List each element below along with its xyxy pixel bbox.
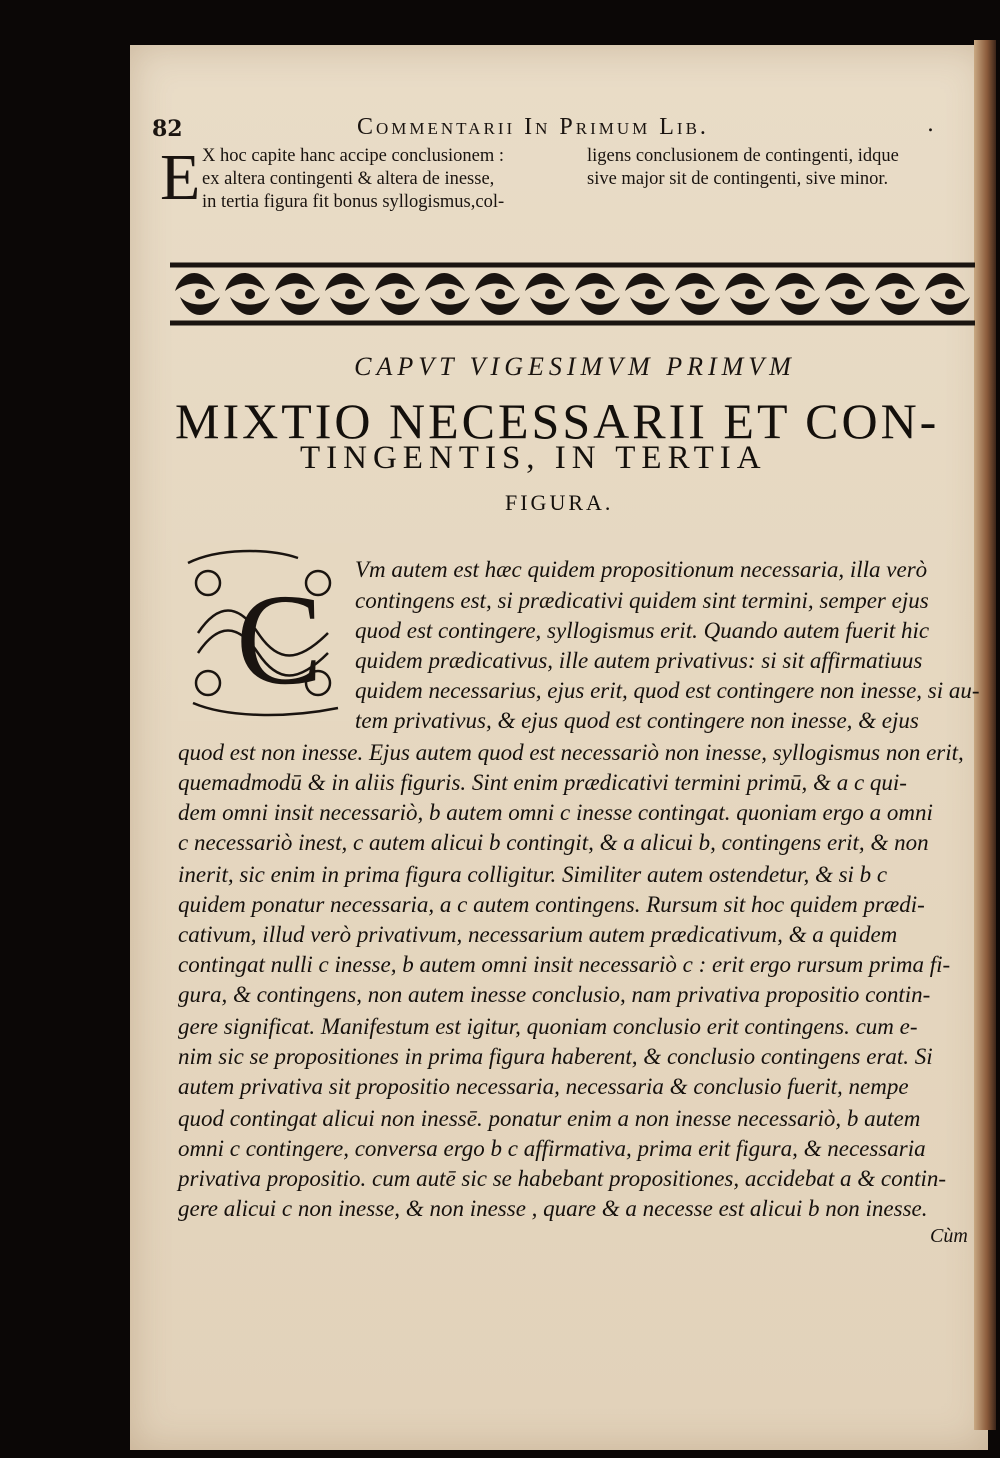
body-line: nim sic se propositiones in prima figura haberent, & conclusio contingens erat. Si <box>178 1044 933 1069</box>
ornament-boss <box>595 289 605 299</box>
ornament-boss <box>395 289 405 299</box>
ornament-scroll <box>530 297 570 315</box>
ornament-scroll <box>575 273 615 291</box>
ornament-boss <box>445 289 455 299</box>
header-dot: . <box>927 112 934 137</box>
ornament-scroll <box>780 297 820 315</box>
ornament-scroll <box>875 273 915 291</box>
ornament-scroll <box>375 273 415 291</box>
body-line: quidem ponatur necessaria, a c autem contingens. Rursum sit hoc quidem prædi- <box>178 892 925 917</box>
ornament-scroll <box>775 273 815 291</box>
ornament-scroll <box>580 297 620 315</box>
ornament-scroll <box>930 297 970 315</box>
ornament-boss <box>845 289 855 299</box>
ornament-scroll <box>480 297 520 315</box>
ornament-boss <box>795 289 805 299</box>
body-line: inerit, sic enim in prima figura colligitur. Similiter autem ostendetur, & si b c <box>178 862 888 887</box>
body-line: c necessariò inest, c autem alicui b contingit, & a alicui b, contingens erit, & non <box>178 830 929 855</box>
ornament-scroll <box>330 297 370 315</box>
ornament-boss <box>195 289 205 299</box>
body-line: quemadmodū & in aliis figuris. Sint enim prædicativi termini primū, & a c qui- <box>178 770 907 795</box>
ornament-scroll <box>475 273 515 291</box>
ornamental-headpiece <box>165 253 980 335</box>
ornament-scroll <box>175 273 215 291</box>
intro-line: in tertia figura fit bonus syllogismus,col- <box>202 192 505 212</box>
ornament-scroll <box>730 297 770 315</box>
ornament-scroll <box>825 273 865 291</box>
catchword: Cùm <box>930 1225 968 1247</box>
ornament-scroll <box>625 273 665 291</box>
body-line: omni c contingere, conversa ergo b c affirmativa, prima erit figura, & necessaria <box>178 1136 926 1161</box>
body-line: Vm autem est hæc quidem propositionum necessaria, illa verò <box>355 557 928 582</box>
ornament-boss <box>545 289 555 299</box>
ornament-boss <box>495 289 505 299</box>
body-line: quidem prædicativus, ille autem privativus: si sit affirmatiuus <box>355 648 923 673</box>
chapter-title-line2: TINGENTIS, IN TERTIA <box>300 440 767 476</box>
ornament-scroll <box>425 273 465 291</box>
ornament-boss <box>295 289 305 299</box>
body-line: autem privativa sit propositio necessaria, necessaria & conclusio fuerit, nempe <box>178 1074 909 1099</box>
folio-number: 82 <box>152 116 183 142</box>
intro-line: sive major sit de contingenti, sive minor. <box>587 169 889 189</box>
body-line: cativum, illud verò privativum, necessarium autem prædicativum, & a quidem <box>178 922 898 947</box>
running-title: Commentarii In Primum Lib. <box>357 114 709 140</box>
ornament-boss <box>895 289 905 299</box>
body-line: quidem necessarius, ejus erit, quod est contingere non inesse, si au- <box>355 678 980 703</box>
chapter-title-line3: FIGURA. <box>505 490 614 515</box>
body-line: dem omni insit necessariò, b autem omni c inesse contingat. quoniam ergo a omni <box>178 800 933 825</box>
ornament-scroll <box>275 273 315 291</box>
intro-left-column <box>202 145 582 214</box>
body-line: quod contingat alicui non inessē. ponatur enim a non inesse necessariò, b autem <box>178 1106 921 1131</box>
ornament-scroll <box>630 297 670 315</box>
intro-line: ligens conclusionem de contingenti, idque <box>587 146 899 166</box>
ornament-scroll <box>225 273 265 291</box>
body-line: contingens est, si prædicativi quidem sint termini, semper ejus <box>355 588 929 613</box>
ornament-boss <box>945 289 955 299</box>
ornament-scroll <box>675 273 715 291</box>
body-line: tem privativus, & ejus quod est contingere non inesse, & ejus <box>355 708 919 733</box>
intro-right-column <box>587 145 982 191</box>
ornament-boss <box>345 289 355 299</box>
ornament-scroll <box>830 297 870 315</box>
intro-paragraph <box>160 141 980 235</box>
decorated-initial <box>178 543 350 721</box>
body-line: privativa propositio. cum autē sic se habebant propositiones, accidebat a & contin- <box>178 1166 947 1191</box>
page-edge <box>974 40 996 1430</box>
ornament-scroll <box>280 297 320 315</box>
dropcap-letter: C <box>236 568 323 712</box>
ornament-scroll <box>380 297 420 315</box>
ornament-boss <box>645 289 655 299</box>
body-line: quod est contingere, syllogismus erit. Quando autem fuerit hic <box>355 618 930 643</box>
body-line: gere significat. Manifestum est igitur, quoniam conclusio erit contingens. cum e- <box>178 1014 918 1039</box>
ornament-scroll <box>180 297 220 315</box>
ornament-boss <box>695 289 705 299</box>
intro-line: ex altera contingenti & altera de inesse, <box>202 169 495 189</box>
ornament-scroll <box>430 297 470 315</box>
ornament-scroll <box>725 273 765 291</box>
body-line: quod est non inesse. Ejus autem quod est necessariò non inesse, syllogismus non erit, <box>178 740 964 765</box>
chapter-title-line1: MIXTIO NECESSARII ET CON- <box>175 393 940 449</box>
ornament-scroll <box>230 297 270 315</box>
ornament-boss <box>245 289 255 299</box>
ornament-scroll <box>680 297 720 315</box>
ornament-scroll <box>925 273 965 291</box>
body-line: gura, & contingens, non autem inesse conclusio, nam privativa propositio contin- <box>178 982 931 1007</box>
ornament-boss <box>745 289 755 299</box>
ornament-scroll <box>325 273 365 291</box>
ornament-scroll <box>525 273 565 291</box>
body-line: contingat nulli c inesse, b autem omni insit necessariò c : erit ergo rursum prima fi- <box>178 952 951 977</box>
caput-heading: CAPVT VIGESIMVM PRIMVM <box>354 352 796 381</box>
ornament-scroll <box>880 297 920 315</box>
intro-initial: E <box>160 141 201 214</box>
intro-line: X hoc capite hanc accipe conclusionem : <box>202 146 505 166</box>
body-line: gere alicui c non inesse, & non inesse , quare & a necesse est alicui b non inesse. <box>178 1196 928 1221</box>
page-header <box>152 108 982 148</box>
